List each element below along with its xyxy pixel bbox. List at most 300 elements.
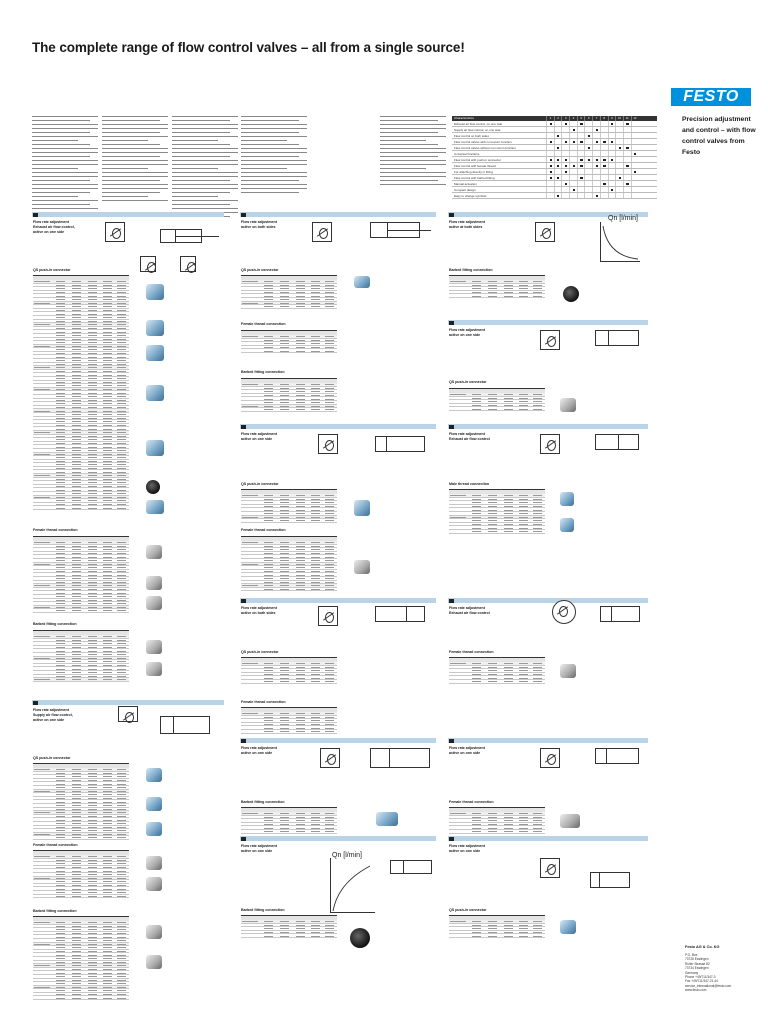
text-line <box>172 192 230 193</box>
matrix-cell <box>584 163 592 168</box>
matrix-cell <box>569 145 577 150</box>
intro-column <box>32 116 98 220</box>
matrix-cell <box>554 187 562 192</box>
text-line <box>32 184 98 185</box>
text-line <box>32 208 98 209</box>
address-line: Germany <box>685 970 699 975</box>
matrix-cell <box>631 163 639 168</box>
product-table <box>449 807 545 834</box>
matrix-cell <box>592 133 600 138</box>
table-row <box>33 609 129 613</box>
matrix-cell <box>584 187 592 192</box>
section-title: Flow rate adjustment Supply air flow control, active on one side <box>33 708 73 722</box>
text-line <box>102 168 148 169</box>
cylinder-icon <box>600 606 640 622</box>
matrix-cell <box>631 145 639 150</box>
connector-heading: QS push-in connector <box>449 908 487 912</box>
matrix-mark <box>608 187 616 192</box>
table-row <box>33 996 129 1000</box>
matrix-mark <box>546 175 554 180</box>
connector-heading: Barbed fitting connection <box>33 909 77 913</box>
matrix-cell <box>569 181 577 186</box>
matrix-cell <box>608 133 616 138</box>
matrix-cell <box>623 127 631 132</box>
matrix-column-header: 10 <box>615 116 623 121</box>
matrix-row-label: Flow control with female thread <box>454 164 496 168</box>
matrix-mark <box>631 169 639 174</box>
matrix-cell <box>584 121 592 126</box>
text-line <box>172 184 238 185</box>
matrix-cell <box>561 133 569 138</box>
matrix-cell <box>615 181 623 186</box>
product-table <box>449 657 545 684</box>
matrix-cell <box>631 127 639 132</box>
matrix-mark <box>577 121 585 126</box>
matrix-cell <box>584 139 592 144</box>
flow-valve-symbol-icon <box>540 434 560 454</box>
text-line <box>172 180 230 181</box>
matrix-row-label: Flow control with barbed fitting <box>454 176 495 180</box>
matrix-row-label: Easy to change symbols <box>454 194 487 198</box>
matrix-cell <box>561 145 569 150</box>
matrix-cell <box>546 133 554 138</box>
matrix-row-label: Flow control with push-in connector <box>454 158 502 162</box>
matrix-mark <box>554 133 562 138</box>
connector-heading: Female thread connection <box>241 700 286 704</box>
table-row <box>449 294 545 298</box>
matrix-cell <box>631 139 639 144</box>
matrix-cell <box>546 151 554 156</box>
matrix-mark <box>546 163 554 168</box>
text-line <box>32 156 90 157</box>
matrix-row-label: Compact design <box>454 188 476 192</box>
text-line <box>241 180 299 181</box>
matrix-mark <box>623 121 631 126</box>
matrix-column-header: 12 <box>631 116 639 121</box>
matrix-cell <box>546 127 554 132</box>
matrix-mark <box>600 139 608 144</box>
matrix-cell <box>615 187 623 192</box>
connector-heading: Female thread connection <box>33 843 78 847</box>
text-line <box>32 168 78 169</box>
text-line <box>102 184 168 185</box>
valve-image <box>146 320 164 336</box>
text-line <box>32 152 98 153</box>
matrix-mark <box>554 163 562 168</box>
matrix-cell <box>592 145 600 150</box>
matrix-row-label: Universal functions <box>454 152 480 156</box>
text-line <box>380 176 446 177</box>
text-line <box>102 200 168 201</box>
text-line <box>102 172 168 173</box>
text-line <box>172 160 238 161</box>
cylinder-icon <box>370 222 420 238</box>
connector-heading: QS push-in connector <box>241 268 279 272</box>
matrix-mark <box>569 139 577 144</box>
matrix-row-label: Flow control valves without non-return function <box>454 146 516 150</box>
matrix-cell <box>592 121 600 126</box>
matrix-cell <box>592 169 600 174</box>
flow-curve <box>330 858 375 913</box>
matrix-cell <box>569 193 577 198</box>
text-line <box>32 132 90 133</box>
section-tag-icon <box>241 739 246 743</box>
section-strip <box>448 738 648 743</box>
cylinder-icon <box>595 434 639 450</box>
flow-valve-symbol-icon <box>312 222 332 242</box>
text-line <box>102 156 160 157</box>
text-line <box>172 132 230 133</box>
connector-heading: Female thread connection <box>33 528 78 532</box>
table-row <box>241 830 337 834</box>
valve-image <box>146 822 162 836</box>
matrix-mark <box>554 157 562 162</box>
text-line <box>172 204 230 205</box>
matrix-cell <box>584 193 592 198</box>
table-row <box>449 530 545 534</box>
matrix-cell <box>561 151 569 156</box>
table-row <box>241 519 337 523</box>
text-line <box>102 180 160 181</box>
graph-y-label: Qn [l/min] <box>608 215 638 222</box>
product-table <box>33 763 129 840</box>
section-title: Flow rate adjustment active on one side <box>241 844 277 853</box>
matrix-cell <box>608 175 616 180</box>
flow-valve-symbol-icon <box>320 748 340 768</box>
text-line <box>241 148 307 149</box>
matrix-row-label: Exhaust air flow control, on one side <box>454 122 503 126</box>
text-line <box>241 160 307 161</box>
section-tag-icon <box>241 837 246 841</box>
matrix-mark <box>577 157 585 162</box>
product-table <box>33 916 129 1000</box>
text-line <box>172 152 238 153</box>
matrix-column-header: 7 <box>592 116 600 121</box>
connector-heading: Barbed fitting connection <box>241 908 285 912</box>
product-table <box>241 657 337 684</box>
matrix-cell <box>584 175 592 180</box>
company-name: Festo AG & Co. KG <box>685 945 720 949</box>
product-table <box>241 536 337 591</box>
text-line <box>380 136 446 137</box>
flow-valve-symbol-icon <box>540 858 560 878</box>
matrix-mark <box>592 163 600 168</box>
matrix-cell <box>631 133 639 138</box>
flow-valve-symbol-icon <box>140 256 156 272</box>
matrix-cell <box>584 151 592 156</box>
section-title: Flow rate adjustment Exhaust air flow control <box>449 606 490 615</box>
table-row <box>241 305 337 309</box>
connector-heading: QS push-in connector <box>241 482 279 486</box>
text-line <box>172 196 218 197</box>
text-line <box>380 120 438 121</box>
text-line <box>380 160 446 161</box>
festo-logo: FESTO <box>671 88 751 106</box>
matrix-mark <box>608 121 616 126</box>
text-line <box>241 176 307 177</box>
matrix-cell <box>592 151 600 156</box>
text-line <box>172 164 238 165</box>
matrix-cell <box>600 145 608 150</box>
matrix-mark <box>569 163 577 168</box>
valve-image <box>146 284 164 300</box>
cylinder-spring-icon <box>160 716 210 734</box>
matrix-mark <box>561 121 569 126</box>
product-table <box>241 275 337 309</box>
matrix-mark <box>561 139 569 144</box>
matrix-cell <box>615 127 623 132</box>
section-tag-icon <box>449 213 454 217</box>
text-line <box>102 144 160 145</box>
matrix-row-label: Manual actuation <box>454 182 477 186</box>
text-line <box>380 128 446 129</box>
table-row <box>241 588 337 592</box>
text-line <box>380 164 446 165</box>
matrix-mark <box>554 175 562 180</box>
text-line <box>380 116 446 117</box>
valve-image <box>146 440 164 456</box>
matrix-mark <box>592 139 600 144</box>
matrix-mark <box>600 181 608 186</box>
matrix-row-label: Flow control on both sides <box>454 134 489 138</box>
text-line <box>32 164 98 165</box>
text-line <box>241 188 307 189</box>
flow-valve-symbol-icon <box>318 606 338 626</box>
valve-image <box>146 955 162 969</box>
matrix-cell <box>577 151 585 156</box>
text-line <box>102 136 168 137</box>
product-table <box>241 378 337 412</box>
cylinder-icon <box>375 436 425 452</box>
section-strip <box>448 836 648 841</box>
text-line <box>172 200 238 201</box>
valve-image <box>354 500 370 516</box>
valve-image <box>563 286 579 302</box>
address-line: Fax +49/711/347-21 44 <box>685 979 718 984</box>
valve-image <box>560 920 576 934</box>
section-tag-icon <box>449 425 454 429</box>
matrix-row-label: For attaching directly in fitting <box>454 170 494 174</box>
product-table <box>449 388 545 411</box>
matrix-cell <box>584 169 592 174</box>
text-line <box>380 152 446 153</box>
text-line <box>380 184 446 185</box>
table-row <box>33 678 129 682</box>
text-line <box>380 172 446 173</box>
section-title: Flow rate adjustment active on one side <box>449 844 485 853</box>
text-line <box>241 184 307 185</box>
text-line <box>32 140 78 141</box>
text-line <box>380 180 438 181</box>
matrix-mark <box>577 175 585 180</box>
matrix-cell <box>592 187 600 192</box>
text-line <box>32 188 98 189</box>
valve-image <box>560 664 576 678</box>
text-line <box>241 132 299 133</box>
matrix-cell <box>592 181 600 186</box>
flow-valve-symbol-icon <box>540 748 560 768</box>
cylinder-icon <box>160 229 202 243</box>
address-line: Ruiter Strasse 82 <box>685 961 710 966</box>
matrix-cell <box>631 193 639 198</box>
valve-image <box>146 925 162 939</box>
valve-image <box>560 814 580 828</box>
matrix-cell <box>623 151 631 156</box>
valve-image <box>146 500 164 514</box>
text-line <box>32 124 98 125</box>
text-line <box>380 148 446 149</box>
address-line: www.festo.com <box>685 988 707 993</box>
section-tag-icon <box>449 321 454 325</box>
section-strip <box>240 212 436 217</box>
valve-image <box>146 576 162 590</box>
matrix-cell <box>615 169 623 174</box>
matrix-cell <box>615 193 623 198</box>
connector-heading: Barbed fitting connection <box>33 622 77 626</box>
valve-image <box>376 812 398 826</box>
matrix-cell <box>631 181 639 186</box>
text-line <box>172 188 238 189</box>
matrix-cell <box>569 151 577 156</box>
flow-valve-symbol-icon <box>318 434 338 454</box>
cylinder-icon <box>595 748 639 764</box>
valve-image <box>146 545 162 559</box>
text-line <box>380 168 426 169</box>
matrix-mark <box>615 145 623 150</box>
matrix-cell <box>600 133 608 138</box>
matrix-cell <box>577 145 585 150</box>
section-title: Flow rate adjustment active on one side <box>241 432 277 441</box>
product-table <box>449 275 545 298</box>
table-row <box>241 349 337 353</box>
matrix-mark <box>608 157 616 162</box>
section-title: Flow rate adjustment Exhaust air flow control, active on one side <box>33 220 75 234</box>
matrix-cell <box>623 169 631 174</box>
address-line: P.O. Box <box>685 953 698 957</box>
text-line <box>32 148 98 149</box>
connector-heading: Barbed fitting connection <box>449 268 493 272</box>
cylinder-icon <box>390 860 432 874</box>
text-line <box>102 124 168 125</box>
text-line <box>32 128 98 129</box>
section-title: Flow rate adjustment active on one side <box>449 746 485 755</box>
matrix-mark <box>623 181 631 186</box>
valve-image <box>146 662 162 676</box>
text-line <box>32 144 90 145</box>
table-row <box>241 730 337 734</box>
matrix-cell <box>615 151 623 156</box>
connector-heading: Female thread connection <box>449 650 494 654</box>
flow-valve-symbol-icon <box>105 222 125 242</box>
matrix-cell <box>577 181 585 186</box>
text-line <box>102 196 148 197</box>
valve-image <box>146 640 162 654</box>
valve-image <box>560 398 576 412</box>
matrix-cell <box>608 169 616 174</box>
connector-heading: Female thread connection <box>241 528 286 532</box>
selection-matrix <box>452 116 657 199</box>
connector-heading: Barbed fitting connection <box>241 370 285 374</box>
matrix-cell <box>569 157 577 162</box>
matrix-mark <box>615 175 623 180</box>
connector-heading: QS push-in connector <box>241 650 279 654</box>
section-tag-icon <box>449 599 454 603</box>
cylinder-icon <box>370 748 430 768</box>
section-tag-icon <box>241 425 246 429</box>
text-line <box>102 176 168 177</box>
text-line <box>241 164 307 165</box>
text-line <box>172 208 238 209</box>
matrix-cell <box>608 181 616 186</box>
matrix-mark <box>592 127 600 132</box>
matrix-cell <box>631 175 639 180</box>
valve-image <box>146 596 162 610</box>
section-strip <box>448 598 648 603</box>
text-line <box>32 192 90 193</box>
matrix-cell <box>569 175 577 180</box>
matrix-cell <box>600 121 608 126</box>
matrix-mark <box>577 163 585 168</box>
text-line <box>102 128 168 129</box>
section-strip <box>240 424 436 429</box>
section-tag-icon <box>33 701 38 705</box>
text-line <box>32 172 98 173</box>
section-strip <box>448 424 648 429</box>
matrix-cell <box>608 145 616 150</box>
matrix-cell <box>554 121 562 126</box>
matrix-cell <box>615 157 623 162</box>
matrix-mark <box>546 169 554 174</box>
intro-column <box>241 116 307 196</box>
matrix-column-header: 5 <box>577 116 585 121</box>
matrix-mark <box>561 157 569 162</box>
connector-heading: Female thread connection <box>241 322 286 326</box>
text-line <box>172 128 238 129</box>
matrix-mark <box>584 133 592 138</box>
text-line <box>241 168 287 169</box>
intro-column <box>380 116 446 188</box>
matrix-mark <box>554 145 562 150</box>
matrix-mark <box>569 127 577 132</box>
valve-image <box>146 856 162 870</box>
intro-column <box>172 116 238 220</box>
matrix-mark <box>561 163 569 168</box>
text-line <box>172 168 218 169</box>
flow-curve <box>600 222 640 262</box>
matrix-cell <box>615 163 623 168</box>
matrix-mark <box>546 121 554 126</box>
section-strip <box>240 836 436 841</box>
matrix-cell <box>546 145 554 150</box>
section-title: Flow rate adjustment active on both sides <box>241 220 277 229</box>
text-line <box>172 120 230 121</box>
product-table <box>33 850 129 898</box>
product-table <box>33 536 129 613</box>
text-line <box>241 136 307 137</box>
valve-image <box>146 385 164 401</box>
matrix-cell <box>584 181 592 186</box>
matrix-cell <box>608 127 616 132</box>
section-title: Flow rate adjustment active at both sides <box>449 220 485 229</box>
section-strip <box>448 320 648 325</box>
section-strip <box>32 700 224 705</box>
text-line <box>32 180 90 181</box>
matrix-column-header: 11 <box>623 116 631 121</box>
roller-valve-icon <box>552 600 576 624</box>
cylinder-icon <box>590 872 630 888</box>
matrix-cell <box>623 187 631 192</box>
section-title: Flow rate adjustment Exhaust air flow control <box>449 432 490 441</box>
